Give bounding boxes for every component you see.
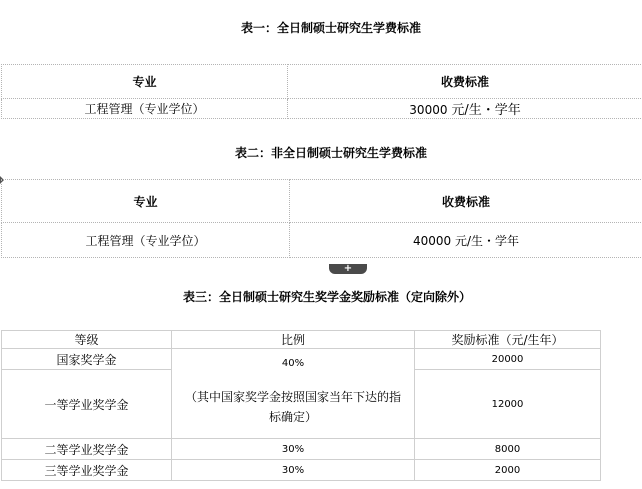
row-amount-first: 12000 <box>415 370 601 439</box>
row-amount-second: 8000 <box>415 439 601 460</box>
merged-note: （其中国家奖学金按照国家当年下达的指标确定） <box>184 390 401 424</box>
table2-title: 表二：非全日制硕士研究生学费标准 <box>234 146 427 160</box>
row-level-third: 三等学业奖学金 <box>2 460 172 481</box>
expand-plus-button[interactable]: + <box>329 264 367 274</box>
header-major: 专业 <box>2 180 290 223</box>
table3-title: 表三：全日制硕士研究生奖学金奖励标准（定向除外） <box>182 290 471 304</box>
scholarship-table <box>1 330 601 481</box>
cell-fee <box>288 99 642 119</box>
fee-unit: 元/生・学年 <box>454 233 520 248</box>
row-level-second: 二等学业奖学金 <box>2 439 172 460</box>
row-level-first: 一等学业奖学金 <box>2 370 172 439</box>
merged-ratio: 40% <box>281 358 305 369</box>
row-ratio-third: 30% <box>172 460 415 481</box>
cell-fee <box>290 223 642 258</box>
header-level: 等级 <box>2 331 172 349</box>
header-ratio: 比例 <box>172 331 415 349</box>
row-amount-third: 2000 <box>415 460 601 481</box>
merged-ratio-cell <box>172 349 415 439</box>
header-major: 专业 <box>2 65 288 99</box>
header-fee: 收费标准 <box>288 65 642 99</box>
tuition-table-parttime <box>1 179 642 258</box>
row-ratio-second: 30% <box>172 439 415 460</box>
fee-amount: 30000 <box>409 103 448 117</box>
row-amount-national: 20000 <box>415 349 601 370</box>
fee-unit: 元/生・学年 <box>451 103 521 118</box>
table1-title: 表一：全日制硕士研究生学费标准 <box>240 21 421 35</box>
header-standard: 奖励标准（元/生年） <box>415 331 601 349</box>
cell-major: 工程管理（专业学位） <box>2 99 288 119</box>
row-level-national: 国家奖学金 <box>2 349 172 370</box>
header-fee: 收费标准 <box>290 180 642 223</box>
cell-major: 工程管理（专业学位） <box>2 223 290 258</box>
tuition-table-fulltime <box>1 64 642 119</box>
fee-amount: 40000 <box>412 233 452 248</box>
